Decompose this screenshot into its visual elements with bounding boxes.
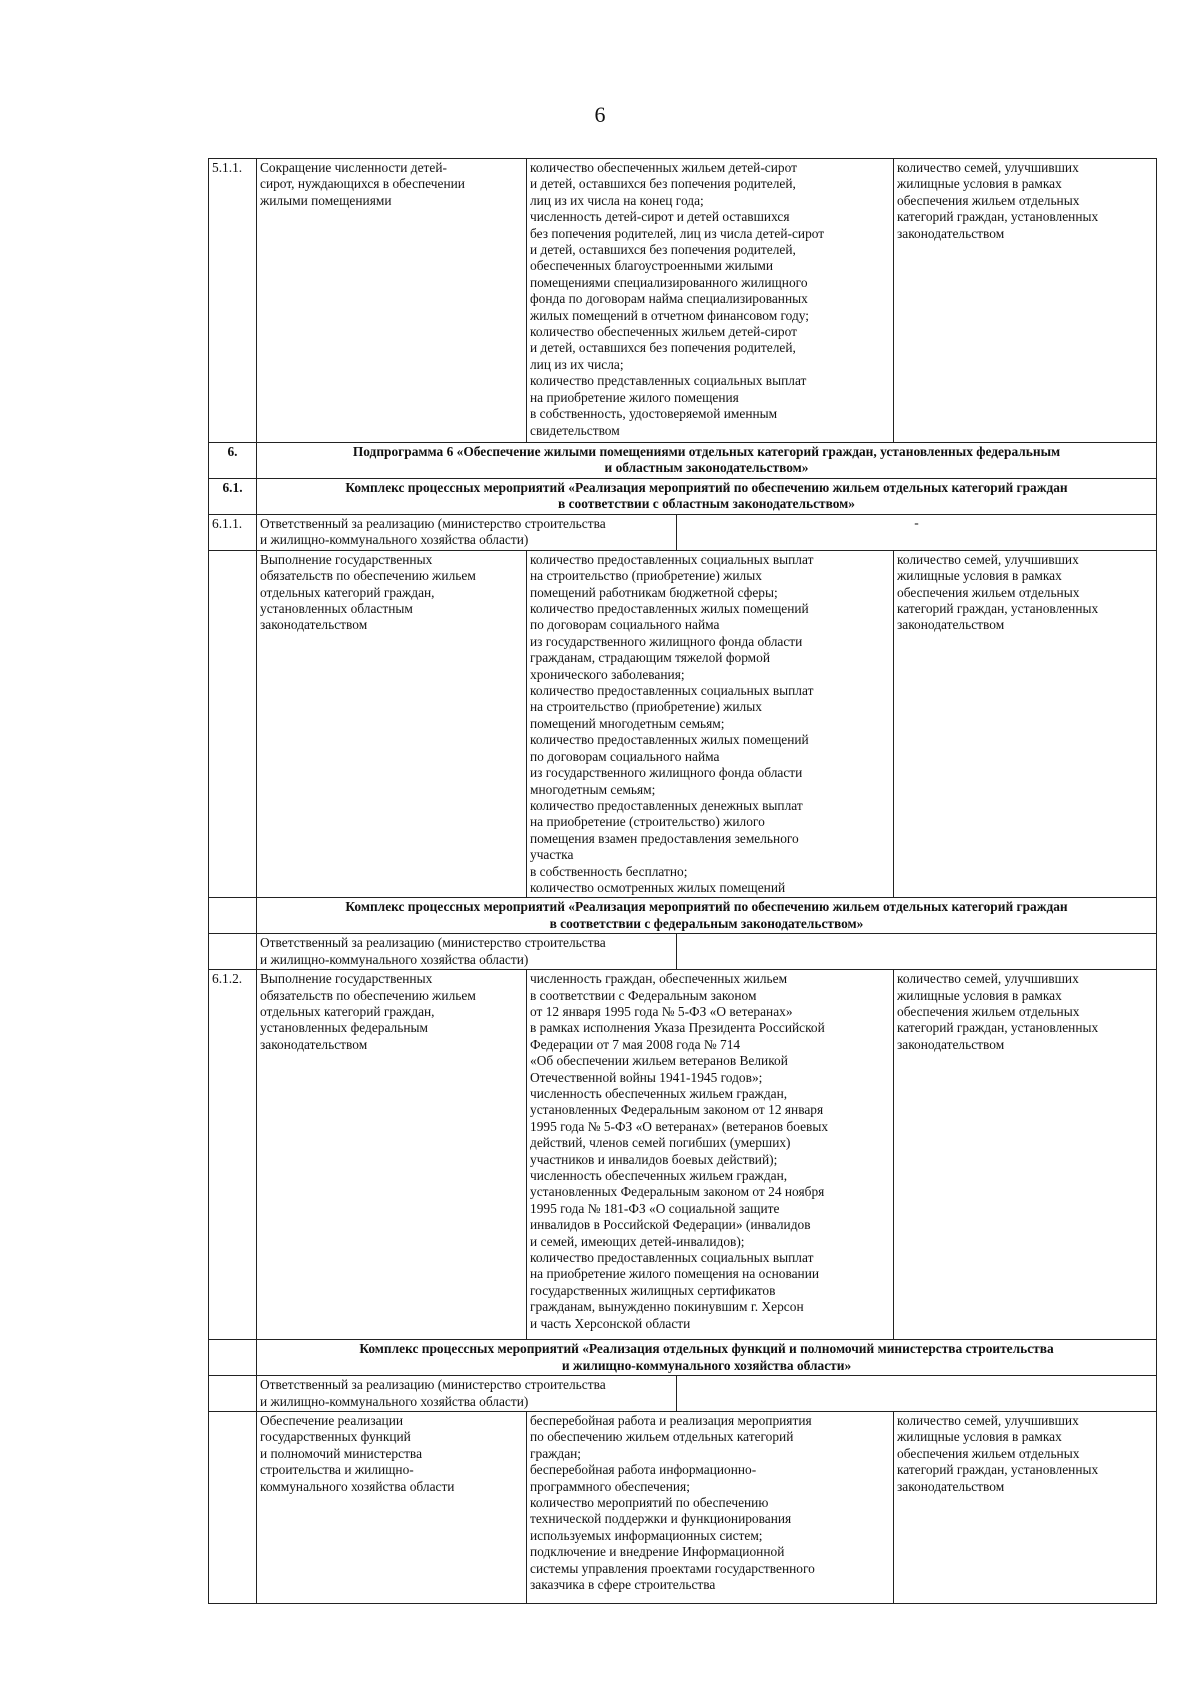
measure-name: Выполнение государственных обязательств по обеспечению жильем отдельных категорий граждан, установленных федеральным законодательством xyxy=(257,970,527,1340)
measure-indicators: количество предоставленных социальных выплат на строительство (приобретение) жилых помещений работникам бюджетной сферы; количество предоставленных жилых помещений по договорам социального найма из государственного жилищного фонда области гражданам, страдающим тяжелой формой хронического заболевания; количество предоставленных социальных выплат на строительство (приобретение) жилых помещений многодетным семьям; количество предоставленных жилых помещений по договорам социального найма из государственного жилищного фонда области многодетным семьям; количество предоставленных денежных выплат на приобретение (строительство) жилого помещения взамен предоставления земельного участка в собственность бесплатно; количество осмотренных жилых помещений xyxy=(527,550,894,898)
row-number xyxy=(209,1411,257,1603)
table-row xyxy=(209,443,1157,479)
table-row xyxy=(209,550,1157,898)
responsible-text: Ответственный за реализацию (министерство строительства и жилищно-коммунального хозяйства области) xyxy=(257,1376,677,1411)
row-number xyxy=(209,898,257,934)
table-row xyxy=(209,515,1157,551)
measure-result: количество семей, улучшивших жилищные условия в рамках обеспечения жильем отдельных категорий граждан, установленных законодательством xyxy=(894,1411,1157,1603)
responsible-text: Ответственный за реализацию (министерство строительства и жилищно-коммунального хозяйства области) xyxy=(257,515,677,550)
complex-title: Комплекс процессных мероприятий «Реализация мероприятий по обеспечению жильем отдельных категорий граждан в соответствии с федеральным законодательством» xyxy=(257,898,1157,934)
complex-title: Комплекс процессных мероприятий «Реализация мероприятий по обеспечению жильем отдельных категорий граждан в соответствии с областным законодательством» xyxy=(257,479,1157,515)
measures-table xyxy=(208,158,1157,1604)
subprogram-title: Подпрограмма 6 «Обеспечение жилыми помещениями отдельных категорий граждан, установленных федеральным и областным законодательством» xyxy=(257,443,1157,479)
table-row xyxy=(209,970,1157,1340)
measure-indicators: бесперебойная работа и реализация мероприятия по обеспечению жильем отдельных категорий граждан; бесперебойная работа информационно- программного обеспечения; количество мероприятий по обеспечению технической поддержки и функционирования используемых информационных систем; подключение и внедрение Информационной системы управления проектами государственного заказчика в сфере строительства xyxy=(527,1411,894,1603)
row-number xyxy=(209,1340,257,1376)
row-number: 5.1.1. xyxy=(209,159,257,443)
table-row xyxy=(209,1340,1157,1376)
measure-name: Обеспечение реализации государственных функций и полномочий министерства строительства и жилищно- коммунального хозяйства области xyxy=(257,1411,527,1603)
table-row xyxy=(209,898,1157,934)
measure-indicators: численность граждан, обеспеченных жильем в соответствии с Федеральным законом от 12 января 1995 года № 5-ФЗ «О ветеранах» в рамках исполнения Указа Президента Российской Федерации от 7 мая 2008 года № 714 «Об обеспечении жильем ветеранов Великой Отечественной войны 1941-1945 годов»; численность обеспеченных жильем граждан, установленных Федеральным законом от 12 января 1995 года № 5-ФЗ «О ветеранах» (ветеранов боевых действий, членов семей погибших (умерших) участников и инвалидов боевых действий); численность обеспеченных жильем граждан, установленных Федеральным законом от 24 ноября 1995 года № 181-ФЗ «О социальной защите инвалидов в Российской Федерации» (инвалидов и семей, имеющих детей-инвалидов); количество предоставленных социальных выплат на приобретение жилого помещения на основании государственных жилищных сертификатов гражданам, вынужденно покинувшим г. Херсон и часть Херсонской области xyxy=(527,970,894,1340)
row-number: 6. xyxy=(209,443,257,479)
complex-title: Комплекс процессных мероприятий «Реализация отдельных функций и полномочий министерства строительства и жилищно-коммунального хозяйства области» xyxy=(257,1340,1157,1376)
row-number: 6.1. xyxy=(209,479,257,515)
table-row xyxy=(209,1376,1157,1412)
measure-name: Выполнение государственных обязательств по обеспечению жильем отдельных категорий граждан, установленных областным законодательством xyxy=(257,550,527,898)
table-row xyxy=(209,479,1157,515)
row-number xyxy=(209,550,257,898)
table-row xyxy=(209,1411,1157,1603)
measure-indicators: количество обеспеченных жильем детей-сирот и детей, оставшихся без попечения родителей, лиц из их числа на конец года; численность детей-сирот и детей оставшихся без попечения родителей, лиц из числа детей-сирот и детей, оставшихся без попечения родителей, обеспеченных благоустроенными жилыми помещениями специализированного жилищного фонда по договорам найма специализированных жилых помещений в отчетном финансовом году; количество обеспеченных жильем детей-сирот и детей, оставшихся без попечения родителей, лиц из их числа; количество представленных социальных выплат на приобретение жилого помещения в собственность, удостоверяемой именным свидетельством xyxy=(527,159,894,443)
measure-result: количество семей, улучшивших жилищные условия в рамках обеспечения жильем отдельных категорий граждан, установленных законодательством xyxy=(894,970,1157,1340)
responsible-cell xyxy=(257,1376,1157,1412)
table-row xyxy=(209,159,1157,443)
row-number xyxy=(209,934,257,970)
row-number xyxy=(209,1376,257,1412)
responsible-mark: - xyxy=(914,515,919,530)
table-row xyxy=(209,934,1157,970)
responsible-empty xyxy=(677,1376,1156,1411)
measure-result: количество семей, улучшивших жилищные условия в рамках обеспечения жильем отдельных категорий граждан, установленных законодательством xyxy=(894,159,1157,443)
row-number: 6.1.1. xyxy=(209,515,257,551)
responsible-cell xyxy=(257,934,1157,970)
measure-name: Сокращение численности детей- сирот, нуждающихся в обеспечении жилыми помещениями xyxy=(257,159,527,443)
responsible-text: Ответственный за реализацию (министерство строительства и жилищно-коммунального хозяйства области) xyxy=(257,934,677,969)
measure-result: количество семей, улучшивших жилищные условия в рамках обеспечения жильем отдельных категорий граждан, установленных законодательством xyxy=(894,550,1157,898)
responsible-empty xyxy=(677,934,1156,969)
responsible-cell xyxy=(257,515,1157,551)
row-number: 6.1.2. xyxy=(209,970,257,1340)
page-number: 6 xyxy=(594,102,606,127)
